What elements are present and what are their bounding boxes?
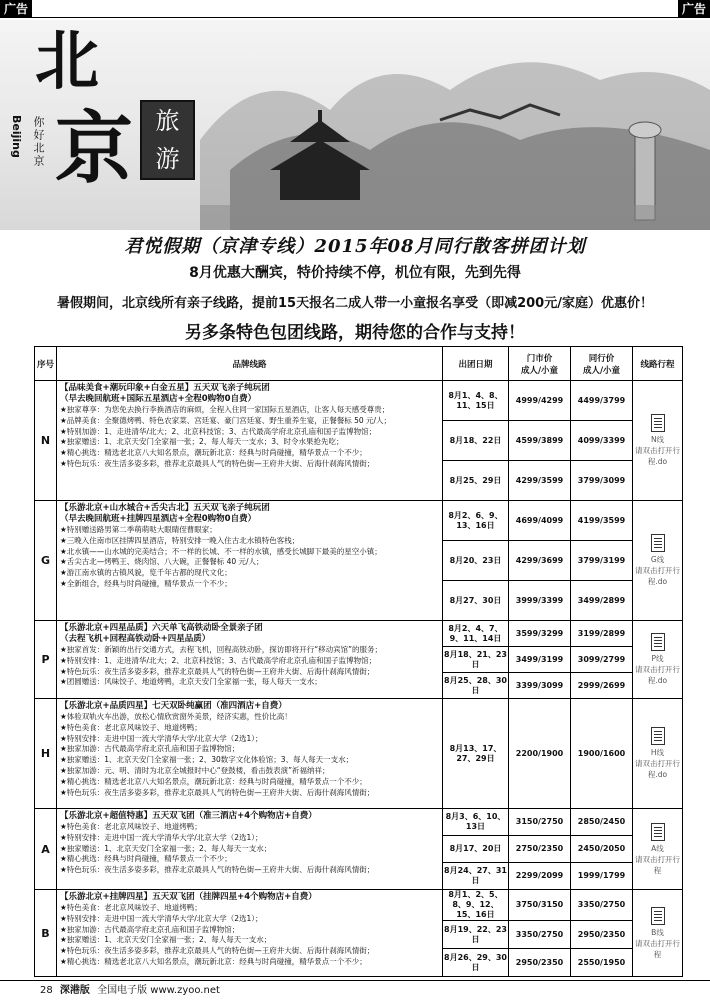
agent-price: 4199/3599 (571, 501, 633, 541)
itinerary-link[interactable] (633, 501, 683, 621)
table-row (35, 809, 683, 836)
route-feature: ★特别加游：1、走进清华/北大；2、北京科技馆；3、古代最高学府北京孔庙和国子监博物馆； (60, 426, 377, 436)
route-title: 【乐游北京+四星品质】六天单飞高铁动卧全景亲子团 (60, 623, 263, 633)
route-feature: ★精心挑选：精选老北京八大知名景点，潮玩新北京：经典与时尚碰撞，精华景点一个不少； (60, 448, 367, 458)
route-title: 【乐游北京+超值特惠】五天双飞团（准三酒店+4个购物店+自费） (60, 811, 317, 821)
route-feature: ★特别安排：走进中国一流大学清华大学/北京大学（2选1）； (60, 832, 263, 842)
departure-date: 8月2、6、9、13、16日 (443, 501, 509, 541)
table-row (35, 621, 683, 647)
route-feature: ★品牌美食：全聚德烤鸭、特色农家菜、宫廷宴、豪门宫廷宴、野生重养生宴，正餐餐标 50 元/人； (60, 415, 392, 425)
group-seq: A (35, 809, 57, 890)
retail-price: 4599/3899 (509, 421, 571, 461)
col-itinerary: 线路行程 (633, 347, 683, 381)
departure-date: 8月1、2、5、8、9、12、15、16日 (443, 890, 509, 921)
route-feature: ★精心挑选：精选老北京八大知名景点，潮玩新北京：经典与时尚碰撞，精华景点一个不少； (60, 956, 367, 966)
itinerary-name: B线 (651, 927, 664, 937)
col-peer: 同行价 成人/小童 (571, 347, 633, 381)
retail-price: 3499/3199 (509, 647, 571, 673)
retail-price: 2750/2350 (509, 836, 571, 863)
route-feature: ★团圆赠送：风味饺子、地道烤鸭，北京天安门全家福一张，每人每天一支水； (60, 677, 322, 687)
departure-date: 8月3、6、10、13日 (443, 809, 509, 836)
route-description (57, 381, 443, 501)
itinerary-name: N线 (650, 435, 665, 444)
departure-date: 8月25、29日 (443, 461, 509, 501)
beijing-label: Beijing (10, 115, 23, 158)
itinerary-hint: 请双击打开行程.do (635, 566, 680, 586)
route-feature: ★特色美食：老北京风味饺子、地道烤鸭； (60, 903, 202, 912)
departure-date: 8月24、27、31日 (443, 863, 509, 890)
agent-price: 3199/2899 (571, 621, 633, 647)
route-subtitle: （去程飞机+回程高铁动卧+四星品质） (60, 634, 211, 644)
promo-headline: 8月优惠大酬宾，特价持续不停，机位有限，先到先得 (189, 265, 521, 281)
table-row (35, 381, 683, 421)
retail-price: 2299/2099 (509, 863, 571, 890)
departure-date: 8月19、22、23日 (443, 921, 509, 949)
col-route: 品牌线路 (57, 347, 443, 381)
retail-price: 4299/3599 (509, 461, 571, 501)
route-subtitle: （早去晚回航班+挂牌四星酒店+全程0购物0自费） (60, 514, 257, 524)
retail-price: 3399/3099 (509, 673, 571, 699)
document-icon[interactable] (651, 414, 665, 432)
tour-table (34, 346, 683, 977)
group-seq: H (35, 699, 57, 809)
route-description (57, 501, 443, 621)
route-feature: ★舌尖古北—烤鸭王、烧肉馆、八大碗，正餐餐标 40 元/人； (60, 557, 264, 567)
departure-date: 8月20、23日 (443, 541, 509, 581)
table-row (35, 501, 683, 541)
group-seq: N (35, 381, 57, 501)
retail-price: 3150/2750 (509, 809, 571, 836)
calligraphy-bei: 北 (35, 24, 99, 99)
itinerary-name: G线 (650, 555, 665, 564)
itinerary-link[interactable] (633, 381, 683, 501)
itinerary-name: A线 (651, 843, 664, 853)
agent-price: 3799/3199 (571, 541, 633, 581)
seal-char-2: 游 (155, 145, 180, 173)
retail-price: 2200/1900 (509, 699, 571, 809)
departure-date: 8月13、17、27、29日 (443, 699, 509, 809)
route-feature: ★体验双轨火车出游，放松心情欣赏窗外美景，经济实惠，性价比高！ (60, 712, 292, 721)
retail-price: 3999/3399 (509, 581, 571, 621)
route-description (57, 809, 443, 890)
route-feature: ★特色玩乐：夜生活多姿多彩，推荐北京最具人气的特色街—王府井大街、后海什刹海风情街； (60, 787, 375, 797)
route-feature: ★特色玩乐：夜生活多姿多彩，推荐北京最具人气的特色街—王府井大街、后海什刹海风情街； (60, 865, 375, 875)
document-icon[interactable] (651, 907, 665, 925)
site: 全国电子版 www.zyoo.net (97, 985, 220, 996)
ad-tag-left: 广告 (0, 0, 32, 18)
route-feature: ★独家加游：古代最高学府北京孔庙和国子监博物馆； (60, 744, 240, 754)
departure-date: 8月2、4、7、9、11、14日 (443, 621, 509, 647)
route-feature: ★特别赠送路男第二季萌萌哒大眼睛侄曹眼家； (60, 525, 217, 534)
itinerary-link[interactable] (633, 890, 683, 977)
departure-date: 8月18、22日 (443, 421, 509, 461)
route-feature: ★特别安排：走进中国一流大学清华大学/北京大学（2选1）； (60, 913, 263, 923)
route-feature: ★特色玩乐：夜生活多姿多彩，推荐北京最具人气的特色街—王府井大街、后海什刹海风情街； (60, 458, 375, 468)
agent-price: 4099/3399 (571, 421, 633, 461)
route-title: 【乐游北京+山水城合+舌尖古北】五天双飞亲子纯玩团 (60, 503, 270, 513)
itinerary-link[interactable] (633, 621, 683, 699)
col-date: 出团日期 (443, 347, 509, 381)
top-rule (0, 17, 710, 18)
departure-date: 8月25、28、30日 (443, 673, 509, 699)
route-feature: ★特色美食：老北京风味饺子、地道烤鸭； (60, 722, 202, 732)
route-feature: ★特别安排：走进中国一流大学清华大学/北京大学（2选1）； (60, 733, 263, 743)
retail-price: 2950/2350 (509, 949, 571, 977)
route-feature: ★北水镇——山水城的完美结合；不一样的长城、不一样的水镇，感受长城脚下最美的星空小镇； (60, 546, 382, 556)
route-feature: ★精心挑选：经典与时尚碰撞，精华景点一个不少； (60, 854, 232, 864)
agent-price: 2999/2699 (571, 673, 633, 699)
departure-date: 8月18、21、23日 (443, 647, 509, 673)
retail-price: 4999/4299 (509, 381, 571, 421)
departure-date: 8月1、4、8、11、15日 (443, 381, 509, 421)
route-description (57, 699, 443, 809)
agent-price: 2850/2450 (571, 809, 633, 836)
itinerary-hint: 请双击打开行程.do (635, 446, 680, 466)
itinerary-name: P线 (651, 654, 664, 663)
route-title: 【乐游北京+品质四星】七天双卧纯赢团（准四酒店+自费） (60, 701, 287, 711)
col-door: 门市价 成人/小童 (509, 347, 571, 381)
document-icon[interactable] (651, 534, 665, 552)
route-feature: ★游江南水镇的古镇风貌，览千年古都的现代文化； (60, 568, 232, 578)
page-number: 28 (40, 985, 53, 996)
route-feature: ★精心挑选：精选老北京八大知名景点，潮玩新北京：经典与时尚碰撞，精华景点一个不少； (60, 776, 367, 786)
group-seq: B (35, 890, 57, 977)
route-feature: ★全新组合，经典与时尚碰撞，精华景点一个不少； (60, 578, 232, 588)
document-icon[interactable] (651, 727, 665, 745)
retail-price: 3750/3150 (509, 890, 571, 921)
agent-price: 2450/2050 (571, 836, 633, 863)
route-feature: ★三晚入住南市区挂牌四星酒店，特别安排一晚入住古北水镇特色客栈； (60, 535, 300, 545)
edition: 深港版 (59, 985, 90, 996)
itinerary-hint: 请双击打开行程 (635, 854, 680, 875)
agent-price: 3499/2899 (571, 581, 633, 621)
hero-banner (0, 20, 710, 230)
route-feature: ★独家首发：新颖的出行交通方式，去程飞机，回程高铁动卧，探访即将开行“移动宾馆”的服务； (60, 645, 382, 654)
itinerary-hint: 请双击打开行程.do (635, 665, 680, 685)
retail-price: 4299/3699 (509, 541, 571, 581)
itinerary-name: H线 (650, 748, 665, 757)
agent-price: 1900/1600 (571, 699, 633, 809)
agent-price: 2550/1950 (571, 949, 633, 977)
route-feature: ★独家赠送：1、北京天安门全家福一张；2、30数字文化体验馆；3、每人每天一支水； (60, 755, 354, 765)
travel-seal (140, 100, 195, 180)
route-feature: ★独家加游：元、明、清时为北京全城报时中心“登鼓楼，看击鼓表演”祈福纳祥； (60, 765, 330, 775)
route-description (57, 890, 443, 977)
charter-note: 另多条特色包团线路，期待您的合作与支持！ (185, 323, 525, 343)
retail-price: 3599/3299 (509, 621, 571, 647)
agent-price: 2950/2350 (571, 921, 633, 949)
agent-price: 4499/3799 (571, 381, 633, 421)
family-offer: 暑假期间，北京线所有亲子线路，提前15天报名二成人带一小童报名享受（即减200元/家庭）优惠价！ (57, 296, 653, 311)
itinerary-hint: 请双击打开行程.do (635, 759, 680, 779)
route-feature: ★独家加游：古代最高学府北京孔庙和国子监博物馆； (60, 924, 240, 934)
document-icon[interactable] (651, 633, 665, 651)
group-seq: G (35, 501, 57, 621)
agent-price: 3799/3099 (571, 461, 633, 501)
departure-date: 8月26、29、30日 (443, 949, 509, 977)
route-subtitle: （早去晚回航班+国际五星酒店+全程0购物0自费） (60, 394, 257, 404)
calligraphy-jing: 京 (55, 103, 134, 194)
seal-char-1: 旅 (155, 107, 180, 135)
retail-price: 4699/4099 (509, 501, 571, 541)
itinerary-hint: 请双击打开行程 (635, 938, 680, 959)
itinerary-link[interactable] (633, 809, 683, 890)
route-title: 【乐游北京+挂牌四星】五天双飞团（挂牌四星+4个购物店+自费） (60, 892, 317, 902)
group-seq: P (35, 621, 57, 699)
route-feature: ★独家赠送：1、北京天安门全家福一张；2、每人每天一支水； (60, 843, 272, 853)
departure-date: 8月17、20日 (443, 836, 509, 863)
document-icon[interactable] (651, 823, 665, 841)
col-seq: 序号 (35, 347, 57, 381)
route-feature: ★独家赠送：1、北京天安门全家福一张；2、每人每天一支水；3、时令水果抢先吃； (60, 437, 344, 447)
agent-price: 3350/2750 (571, 890, 633, 921)
table-row (35, 890, 683, 921)
agent-price: 1999/1799 (571, 863, 633, 890)
nihao-label: 你好北京 (32, 116, 45, 168)
table-row (35, 699, 683, 809)
page-title: 君悦假期（京津专线）2015年08月同行散客拼团计划 (124, 236, 586, 257)
departure-date: 8月27、30日 (443, 581, 509, 621)
retail-price: 3350/2750 (509, 921, 571, 949)
route-feature: ★特色玩乐：夜生活多姿多彩，推荐北京最具人气的特色街—王府井大街、后海什刹海风情街； (60, 946, 375, 956)
route-feature: ★特别安排：1、走进清华/北大；2、北京科技馆；3、古代最高学府北京孔庙和国子监博物馆； (60, 655, 377, 665)
route-feature: ★独家尊享：为您免去换行李换酒店的麻烦，全程入住同一家国际五星酒店，让客人每天感受尊贵； (60, 405, 390, 414)
ad-tag-right: 广告 (678, 0, 710, 18)
route-description (57, 621, 443, 699)
agent-price: 3099/2799 (571, 647, 633, 673)
footer (0, 980, 710, 1000)
route-title: 【品味美食+潮玩印象+白金五星】五天双飞亲子纯玩团 (60, 383, 270, 393)
route-feature: ★特色玩乐：夜生活多姿多彩，推荐北京最具人气的特色街—王府井大街、后海什刹海风情街； (60, 666, 375, 676)
itinerary-link[interactable] (633, 699, 683, 809)
route-feature: ★特色美食：老北京风味饺子、地道烤鸭； (60, 822, 202, 831)
route-feature: ★独家赠送：1、北京天安门全家福一张；2、每人每天一支水； (60, 935, 272, 945)
